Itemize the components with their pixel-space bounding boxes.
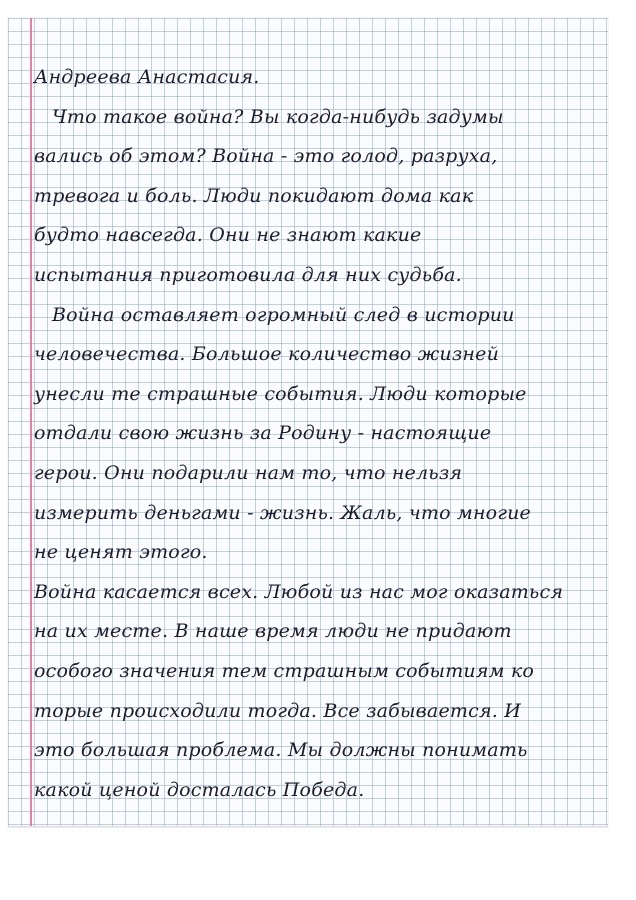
essay-line: это большая проблема. Мы должны понимать <box>34 739 528 762</box>
essay-line: особого значения тем страшным событиям ко <box>34 659 535 682</box>
essay-line: человечества. Большое количество жизней <box>34 343 500 366</box>
essay-line: тревога и боль. Люди покидают дома как <box>34 184 474 207</box>
essay-line: будто навсегда. Они не знают какие <box>34 224 422 247</box>
essay-line: на их месте. В наше время люди не придают <box>34 620 512 643</box>
essay-line: Что такое война? Вы когда-нибудь задумы <box>52 105 504 128</box>
essay-line: торые происходили тогда. Все забывается. И <box>34 699 521 722</box>
essay-line: отдали свою жизнь за Родину - настоящие <box>34 422 492 445</box>
essay-line: Война касается всех. Любой из нас мог оказаться <box>34 580 564 603</box>
essay-line: испытания приготовила для них судьба. <box>34 263 462 286</box>
author-name: Андреева Анастасия. <box>34 66 260 88</box>
handwritten-essay <box>34 58 594 810</box>
essay-line: измерить деньгами - жизнь. Жаль, что многие <box>34 501 531 524</box>
essay-line: унесли те страшные события. Люди которые <box>34 382 527 405</box>
page-edge <box>8 826 608 828</box>
essay-line: вались об этом? Война - это голод, разруха, <box>34 145 498 168</box>
essay-line: Война оставляет огромный след в истории <box>52 303 515 326</box>
essay-line: какой ценой досталась Победа. <box>34 778 365 801</box>
essay-line: не ценят этого. <box>34 541 208 564</box>
essay-line: герои. Они подарили нам то, что нельзя <box>34 461 463 484</box>
margin-line <box>30 18 32 826</box>
